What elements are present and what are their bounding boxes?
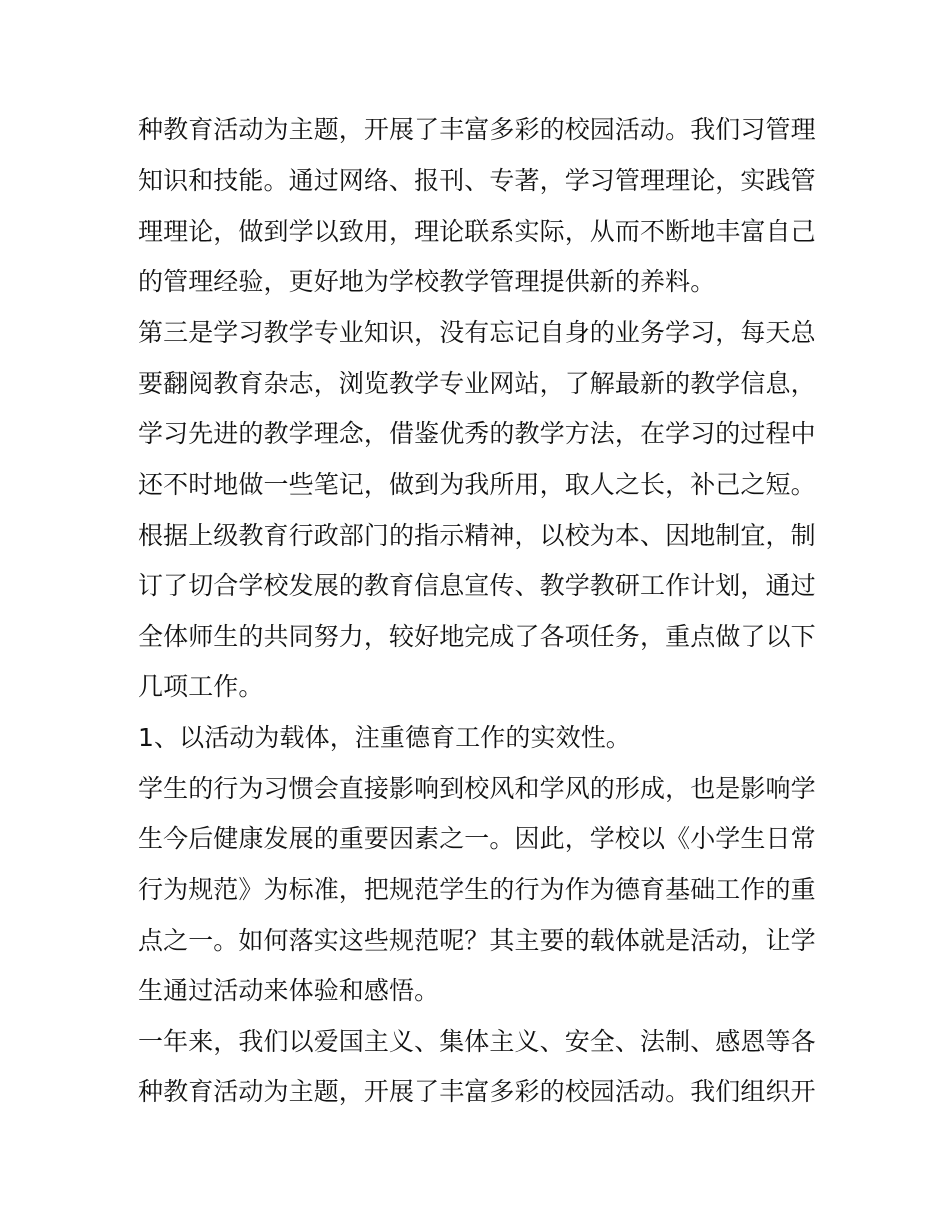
text-line: 学习先进的教学理念，借鉴优秀的教学方法，在学习的过程中 — [138, 419, 816, 448]
text-line: 订了切合学校发展的教育信息宣传、教学教研工作计划，通过 — [138, 571, 816, 600]
text-line: 种教育活动为主题，开展了丰富多彩的校园活动。我们组织开 — [138, 1077, 816, 1106]
text-line: 生通过活动来体验和感悟。 — [138, 976, 440, 1005]
text-line: 几项工作。 — [138, 672, 264, 701]
text-line: 还不时地做一些笔记，做到为我所用，取人之长，补己之短。 — [138, 470, 816, 499]
text-line: 的管理经验，更好地为学校教学管理提供新的养料。 — [138, 267, 716, 296]
text-line: 理理论，做到学以致用，理论联系实际，从而不断地丰富自己 — [138, 217, 816, 246]
text-line: 种教育活动为主题，开展了丰富多彩的校园活动。我们习管理 — [138, 115, 816, 144]
text-line: 生今后健康发展的重要因素之一。因此，学校以《小学生日常 — [138, 824, 816, 853]
text-line: 全体师生的共同努力，较好地完成了各项任务，重点做了以下 — [138, 622, 816, 651]
text-line: 点之一。如何落实这些规范呢？其主要的载体就是活动，让学 — [138, 926, 816, 955]
text-line: 第三是学习教学专业知识，没有忘记自身的业务学习，每天总 — [138, 318, 816, 347]
text-line: 根据上级教育行政部门的指示精神，以校为本、因地制宜，制 — [138, 521, 816, 550]
text-line: 学生的行为习惯会直接影响到校风和学风的形成，也是影响学 — [138, 774, 816, 803]
text-line: 1、以活动为载体，注重德育工作的实效性。 — [138, 723, 631, 752]
text-line: 行为规范》为标准，把规范学生的行为作为德育基础工作的重 — [138, 875, 816, 904]
text-line: 要翻阅教育杂志，浏览教学专业网站，了解最新的教学信息， — [138, 369, 816, 398]
text-line: 知识和技能。通过网络、报刊、专著，学习管理理论，实践管 — [138, 166, 816, 195]
text-line: 一年来，我们以爱国主义、集体主义、安全、法制、感恩等各 — [138, 1027, 816, 1056]
